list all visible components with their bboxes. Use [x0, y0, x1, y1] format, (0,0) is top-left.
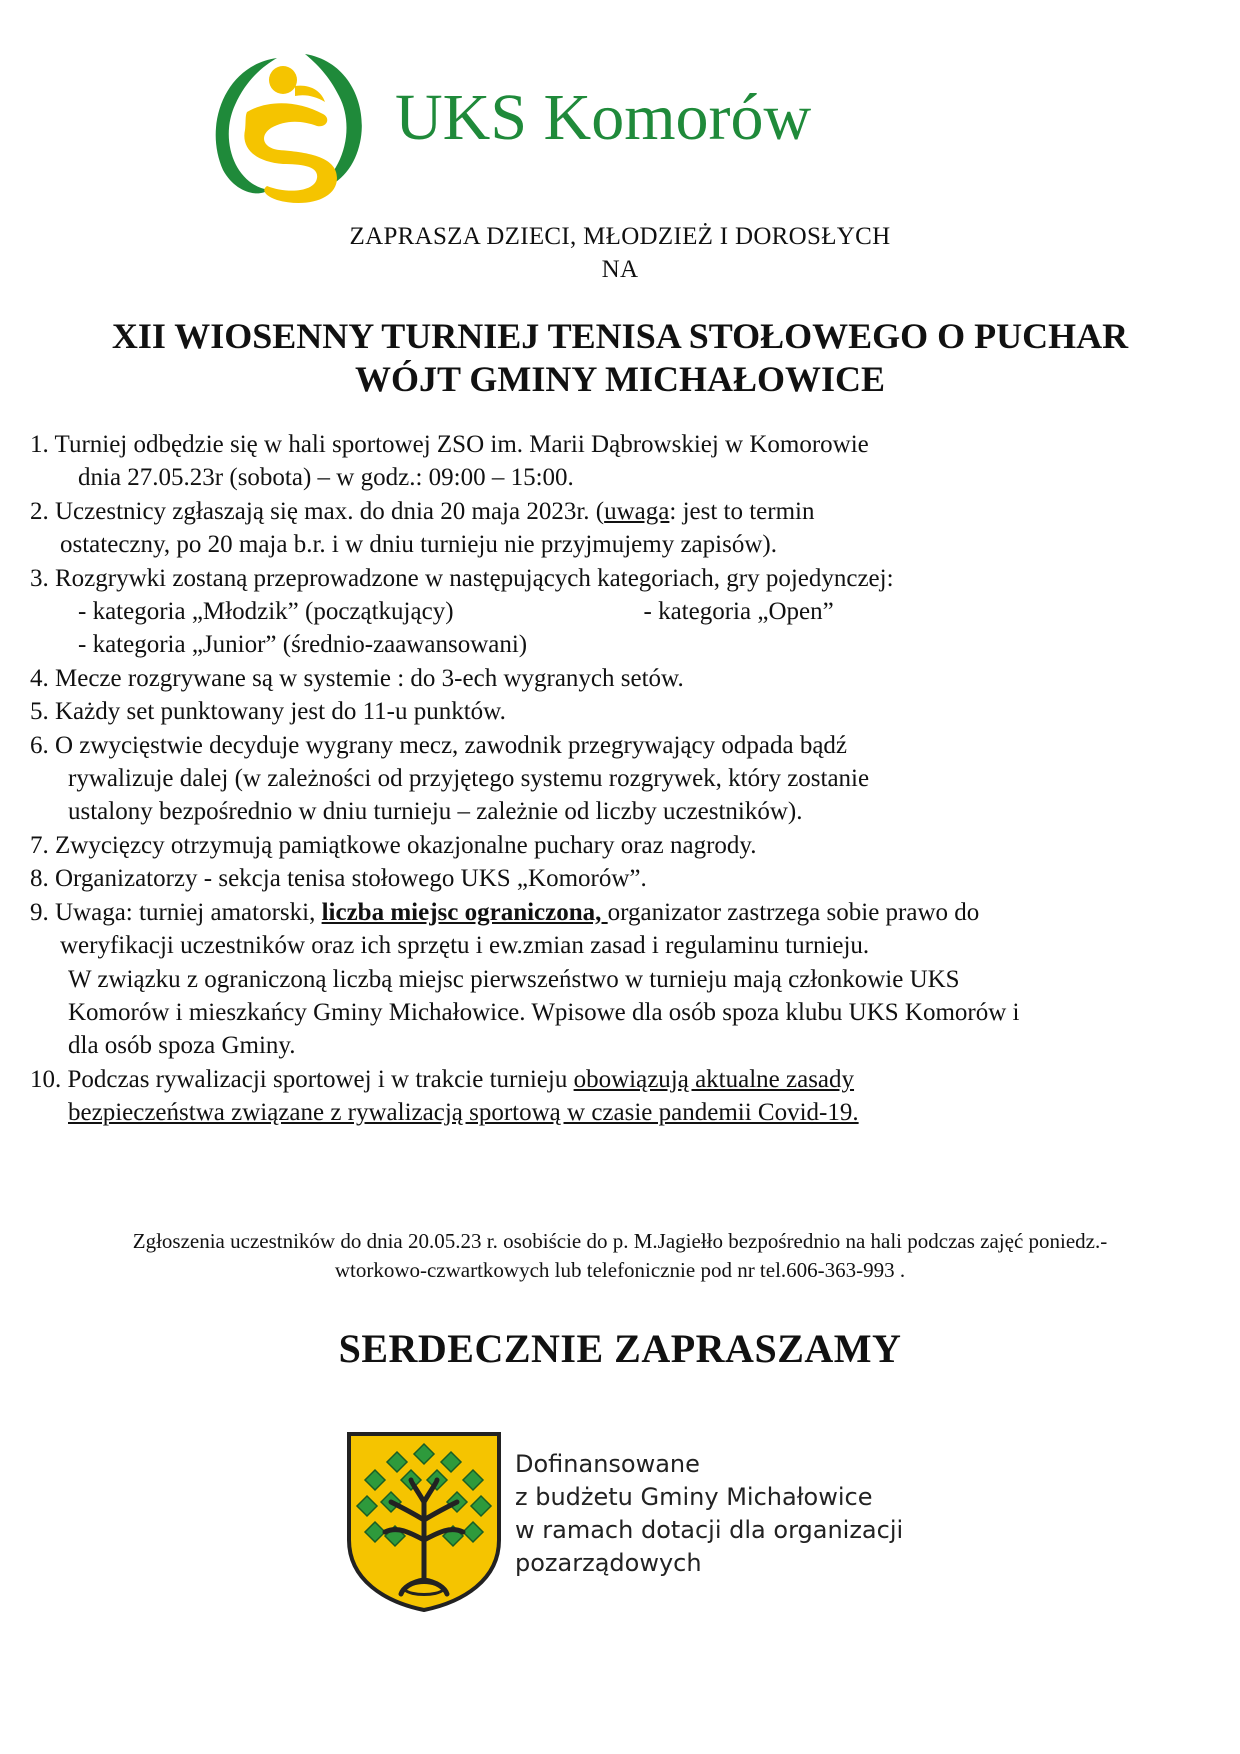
rule-4: 4. Mecze rozgrywane są w systemie : do 3-ech wygranych setów.	[30, 664, 684, 692]
rule-6-line-1: 6. O zwycięstwie decyduje wygrany mecz, zawodnik przegrywający odpada bądź	[30, 731, 848, 759]
invite-line-1: ZAPRASZA DZIECI, MŁODZIEŻ I DOROSŁYCH	[349, 223, 891, 250]
rule-3-line-3: - kategoria „Junior” (średnio-zaawansowani)	[78, 631, 528, 659]
tournament-title	[0, 315, 1240, 401]
coat-of-arms-icon	[345, 1430, 503, 1614]
rule-9-line-5: dla osób spoza Gminy.	[68, 1032, 296, 1060]
contact-line-2: wtorkowo-czwartkowych lub telefonicznie pod nr tel.606-363-993 .	[334, 1258, 906, 1282]
rule-9-line-3: W związku z ograniczoną liczbą miejsc pierwszeństwo w turnieju mają członkowie UKS	[68, 965, 960, 993]
closing-invitation: SERDECZNIE ZAPRASZAMY	[338, 1326, 902, 1371]
rule-7: 7. Zwycięzcy otrzymują pamiątkowe okazjonalne puchary oraz nagrody.	[30, 831, 757, 859]
invite-line-2: NA	[601, 256, 639, 283]
rule-2-line-2: ostateczny, po 20 maja b.r. i w dniu turnieju nie przyjmujemy zapisów).	[60, 531, 777, 559]
rule-3-line-1: 3. Rozgrywki zostaną przeprowadzone w następujących kategoriach, gry pojedynczej:	[30, 564, 894, 592]
rules-list	[30, 428, 1230, 1130]
rule-5: 5. Każdy set punktowany jest do 11-u punktów.	[30, 698, 506, 726]
rule-10-line-2: bezpieczeństwa związane z rywalizacją sportową w czasie pandemii Covid-19.	[68, 1099, 859, 1127]
club-name: UKS Komorów	[395, 81, 812, 154]
rule-1-line-2: dnia 27.05.23r (sobota) – w godz.: 09:00 – 15:00.	[78, 464, 574, 492]
funding-line-1: Dofinansowane	[515, 1450, 700, 1478]
invite-text	[0, 220, 1240, 286]
rule-8: 8. Organizatorzy - sekcja tenisa stołowego UKS „Komorów”.	[30, 865, 647, 893]
rule-9-line-4: Komorów i mieszkańcy Gminy Michałowice. Wpisowe dla osób spoza klubu UKS Komorów i	[68, 998, 1020, 1026]
contact-line-1: Zgłoszenia uczestników do dnia 20.05.23 r. osobiście do p. M.Jagiełło bezpośrednio na hali podczas zajęć poniedz.-	[132, 1229, 1108, 1253]
funding-line-3: w ramach dotacji dla organizacji	[515, 1516, 904, 1544]
title-line-2: WÓJT GMINY MICHAŁOWICE	[354, 359, 886, 399]
club-logo	[205, 40, 845, 210]
rule-6-line-2: rywalizuje dalej (w zależności od przyjętego systemu rozgrywek, który zostanie	[68, 765, 870, 793]
funding-line-2: z budżetu Gminy Michałowice	[515, 1483, 873, 1511]
rule-10-line-1: 10. Podczas rywalizacji sportowej i w trakcie turnieju obowiązują aktualne zasady	[30, 1065, 855, 1093]
funding-note	[515, 1448, 903, 1580]
rule-6-line-3: ustalony bezpośrednio w dniu turnieju – zależnie od liczby uczestników).	[68, 798, 803, 826]
rule-3-line-2: - kategoria „Młodzik” (początkujący) - kategoria „Open”	[78, 598, 834, 626]
registration-contact	[0, 1227, 1240, 1285]
rule-9-line-2: weryfikacji uczestników oraz ich sprzętu i ew.zmian zasad i regulaminu turnieju.	[60, 932, 870, 960]
rule-2-line-1: 2. Uczestnicy zgłaszają się max. do dnia 20 maja 2023r. (uwaga: jest to termin	[30, 497, 815, 525]
funding-line-4: pozarządowych	[515, 1549, 702, 1577]
rule-9-line-1: 9. Uwaga: turniej amatorski, liczba miejsc ograniczona, organizator zastrzega sobie prawo do	[30, 898, 980, 926]
title-line-1: XII WIOSENNY TURNIEJ TENISA STOŁOWEGO O PUCHAR	[111, 316, 1129, 356]
rule-1-line-1: 1. Turniej odbędzie się w hali sportowej ZSO im. Marii Dąbrowskiej w Komorowie	[30, 431, 869, 458]
uks-logo-icon	[205, 40, 375, 210]
